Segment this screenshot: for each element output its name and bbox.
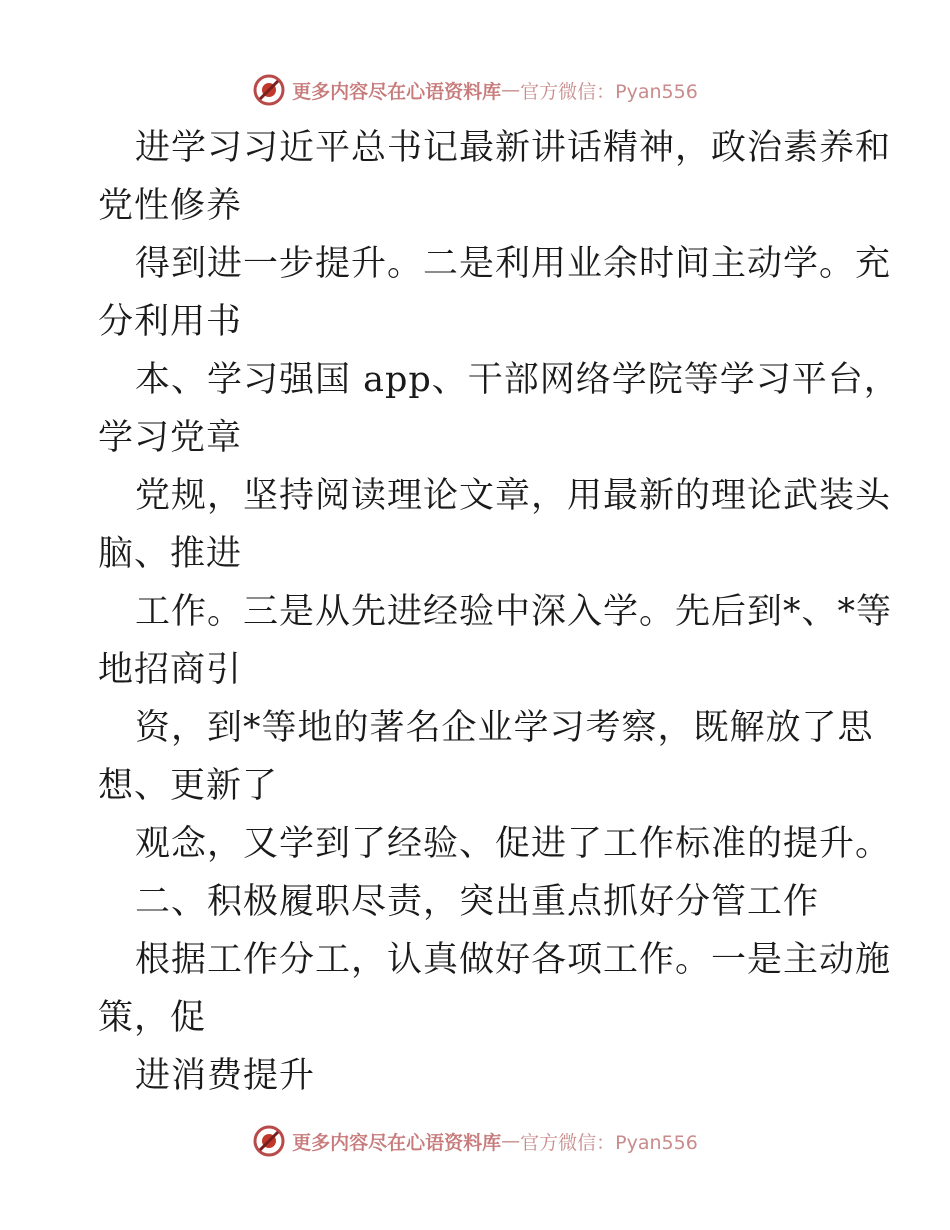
text-line: 进消费提升: [135, 1056, 316, 1096]
text-line: 策，促: [98, 998, 207, 1038]
watermark-brand: 更多内容尽在心语资料库: [292, 1131, 502, 1154]
watermark-suffix: 官方微信：Pyan556: [520, 80, 698, 103]
text-line: 根据工作分工，认真做好各项工作。一是主动施: [135, 940, 892, 980]
footer-watermark: [0, 1121, 950, 1161]
watermark-brand: 更多内容尽在心语资料库: [292, 80, 502, 103]
watermark-suffix: 官方微信：Pyan556: [520, 1131, 698, 1154]
text-line: 得到进一步提升。二是利用业余时间主动学。充: [135, 244, 892, 284]
text-line: 进学习习近平总书记最新讲话精神，政治素养和: [135, 128, 892, 168]
text-line: 资，到*等地的著名企业学习考察，既解放了思: [135, 708, 874, 748]
text-line: 党规，坚持阅读理论文章，用最新的理论武装头: [135, 476, 892, 516]
text-line: 学习党章: [98, 418, 243, 458]
section-heading: 二、积极履职尽责，突出重点抓好分管工作: [135, 882, 820, 922]
text-line: 地招商引: [98, 650, 243, 690]
watermark-separator: —: [501, 79, 521, 101]
text-line: 分利用书: [98, 302, 243, 342]
text-line: 观念，又学到了经验、促进了工作标准的提升。: [135, 824, 892, 864]
text-line: 工作。三是从先进经验中深入学。先后到*、*等: [135, 592, 893, 632]
text-line: 想、更新了: [98, 766, 279, 806]
watermark-separator: —: [501, 1130, 521, 1152]
logo-badge-icon: [252, 1124, 286, 1158]
text-line: 本、学习强国 app、干部网络学院等学习平台，: [135, 360, 900, 400]
text-line: 党性修养: [98, 186, 243, 226]
text-line: 脑、推进: [98, 534, 243, 574]
